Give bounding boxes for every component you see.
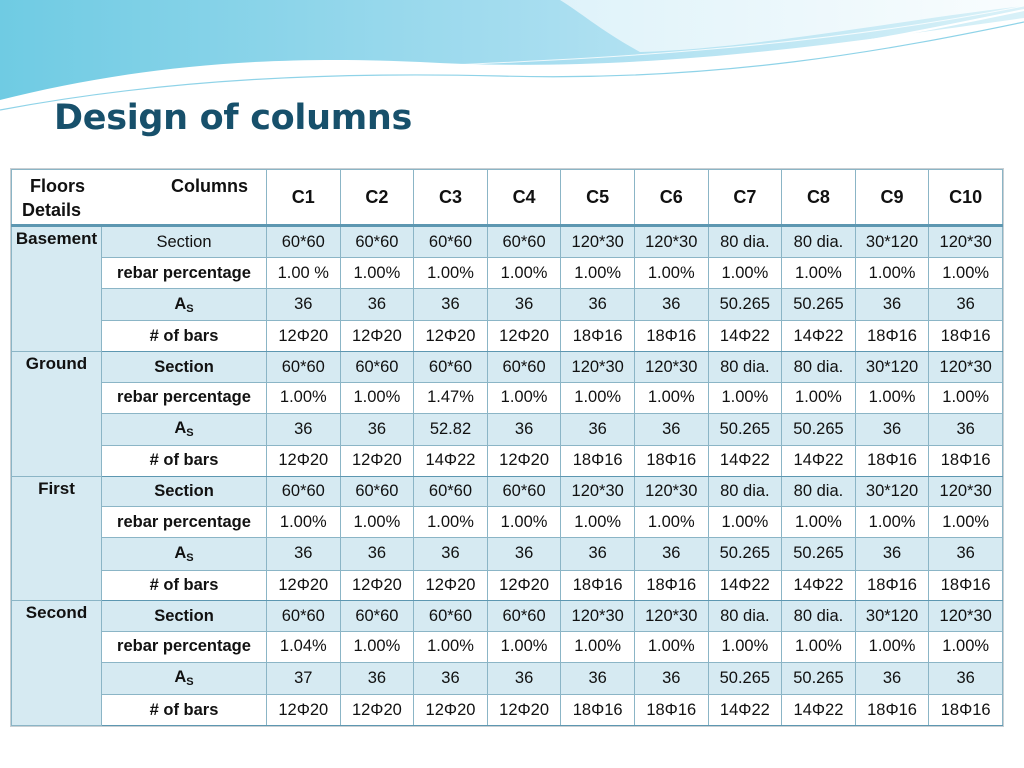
table-cell: 30*120 [855, 476, 929, 507]
table-cell: 36 [561, 662, 635, 694]
detail-label: Section [102, 352, 267, 383]
table-cell: 36 [487, 538, 561, 570]
detail-label: # of bars [102, 321, 267, 352]
table-cell: 1.00% [561, 258, 635, 289]
table-cell: 1.00 % [267, 258, 341, 289]
detail-label: rebar percentage [102, 258, 267, 289]
table-cell: 36 [561, 538, 635, 570]
table-cell: 14Φ22 [782, 570, 856, 601]
table-cell: 14Φ22 [708, 445, 782, 476]
table-row [12, 476, 1003, 507]
detail-label: rebar percentage [102, 382, 267, 413]
table-cell: 120*30 [634, 352, 708, 383]
floor-label: First [12, 476, 102, 601]
detail-label-as: $A_S$ [102, 413, 267, 445]
table-cell: 18Φ16 [929, 570, 1003, 601]
table-cell: 14Φ22 [708, 695, 782, 726]
table-cell: 50.265 [782, 662, 856, 694]
table-cell: 1.00% [634, 258, 708, 289]
table-cell: 12Φ20 [487, 445, 561, 476]
table-cell: 50.265 [782, 538, 856, 570]
table-cell: 1.00% [487, 258, 561, 289]
table-cell: 60*60 [267, 601, 341, 632]
table-cell: 120*30 [929, 226, 1003, 258]
table-cell: 120*30 [929, 601, 1003, 632]
table-cell: 60*60 [267, 352, 341, 383]
table-cell: 30*120 [855, 226, 929, 258]
table-cell: 18Φ16 [561, 695, 635, 726]
table-cell: 36 [340, 289, 414, 321]
table-cell: 12Φ20 [267, 321, 341, 352]
detail-label-as: $A_S$ [102, 662, 267, 694]
header-floors-label: Floors [30, 176, 86, 196]
table-row [12, 662, 1003, 694]
table-cell: 18Φ16 [929, 445, 1003, 476]
table-row [12, 445, 1003, 476]
table-cell: 30*120 [855, 601, 929, 632]
table-cell: 12Φ20 [267, 695, 341, 726]
table-cell: 1.47% [414, 382, 488, 413]
table-row [12, 413, 1003, 445]
floor-label: Basement [12, 226, 102, 352]
table-cell: 12Φ20 [267, 570, 341, 601]
detail-label: Section [102, 476, 267, 507]
table-cell: 60*60 [414, 226, 488, 258]
table-cell: 37 [267, 662, 341, 694]
table-cell: 36 [487, 662, 561, 694]
table-row [12, 226, 1003, 258]
table-cell: 18Φ16 [634, 321, 708, 352]
table-cell: 36 [929, 538, 1003, 570]
table-cell: 12Φ20 [340, 321, 414, 352]
table-cell: 60*60 [267, 476, 341, 507]
detail-label: Section [102, 226, 267, 258]
detail-label: # of bars [102, 695, 267, 726]
header-details-label: Details [22, 200, 82, 220]
table-cell: 36 [855, 538, 929, 570]
slide-title: Design of columns [54, 98, 413, 138]
table-cell: 36 [929, 413, 1003, 445]
table-cell: 1.00% [561, 632, 635, 663]
table-cell: 60*60 [340, 476, 414, 507]
table-cell: 36 [561, 289, 635, 321]
table-cell: 50.265 [708, 538, 782, 570]
table-cell: 18Φ16 [561, 321, 635, 352]
table-cell: 12Φ20 [340, 445, 414, 476]
table-cell: 1.00% [855, 632, 929, 663]
table-row [12, 507, 1003, 538]
table-cell: 14Φ22 [782, 321, 856, 352]
table-row [12, 570, 1003, 601]
table-cell: 1.00% [929, 632, 1003, 663]
table-cell: 36 [855, 289, 929, 321]
column-header: C10 [929, 170, 1003, 226]
detail-label-as: $A_S$ [102, 289, 267, 321]
table-cell: 60*60 [414, 601, 488, 632]
table-cell: 1.00% [782, 258, 856, 289]
detail-label: rebar percentage [102, 507, 267, 538]
table-cell: 1.00% [487, 632, 561, 663]
table-cell: 12Φ20 [414, 695, 488, 726]
table-cell: 12Φ20 [340, 570, 414, 601]
table-cell: 52.82 [414, 413, 488, 445]
table-cell: 36 [855, 413, 929, 445]
table-cell: 14Φ22 [414, 445, 488, 476]
floor-label: Ground [12, 352, 102, 477]
table-row [12, 321, 1003, 352]
table-cell: 1.00% [855, 507, 929, 538]
column-header: C3 [414, 170, 488, 226]
table-cell: 1.00% [708, 382, 782, 413]
table-cell: 80 dia. [782, 601, 856, 632]
table-cell: 60*60 [414, 352, 488, 383]
table-cell: 18Φ16 [561, 445, 635, 476]
table-cell: 120*30 [561, 476, 635, 507]
table-header-row [12, 170, 1003, 226]
table-cell: 50.265 [708, 413, 782, 445]
table-cell: 120*30 [561, 601, 635, 632]
table-cell: 36 [267, 289, 341, 321]
table-cell: 18Φ16 [929, 321, 1003, 352]
table-cell: 60*60 [414, 476, 488, 507]
table-cell: 1.00% [855, 258, 929, 289]
table-row [12, 695, 1003, 726]
table-cell: 50.265 [708, 289, 782, 321]
table-cell: 80 dia. [708, 601, 782, 632]
table-cell: 18Φ16 [929, 695, 1003, 726]
table-row [12, 258, 1003, 289]
table-cell: 36 [634, 413, 708, 445]
table-cell: 36 [855, 662, 929, 694]
column-design-table [10, 168, 1004, 727]
table-cell: 14Φ22 [708, 321, 782, 352]
table-cell: 36 [340, 538, 414, 570]
table-cell: 120*30 [634, 476, 708, 507]
column-header: C4 [487, 170, 561, 226]
table-cell: 18Φ16 [855, 695, 929, 726]
column-header: C1 [267, 170, 341, 226]
table-cell: 1.00% [414, 632, 488, 663]
table-cell: 1.00% [561, 382, 635, 413]
table-cell: 1.00% [855, 382, 929, 413]
table-cell: 60*60 [340, 352, 414, 383]
table-cell: 1.00% [782, 382, 856, 413]
table-cell: 1.00% [708, 632, 782, 663]
table-row [12, 538, 1003, 570]
table-cell: 36 [487, 289, 561, 321]
table-cell: 36 [267, 413, 341, 445]
table-cell: 18Φ16 [855, 570, 929, 601]
table-cell: 1.00% [634, 632, 708, 663]
table-cell: 1.00% [634, 507, 708, 538]
table-cell: 1.00% [487, 507, 561, 538]
header-columns-label: Columns [170, 176, 248, 196]
table-cell: 1.00% [929, 507, 1003, 538]
table-cell: 1.00% [708, 507, 782, 538]
table-row [12, 289, 1003, 321]
table-cell: 18Φ16 [634, 445, 708, 476]
detail-label: rebar percentage [102, 632, 267, 663]
table-cell: 12Φ20 [267, 445, 341, 476]
table-cell: 1.00% [267, 507, 341, 538]
detail-label: # of bars [102, 570, 267, 601]
table-cell: 1.00% [708, 258, 782, 289]
header-corner-cell [12, 170, 267, 226]
detail-label: # of bars [102, 445, 267, 476]
table-cell: 18Φ16 [855, 445, 929, 476]
table-cell: 36 [929, 289, 1003, 321]
table-cell: 1.00% [340, 632, 414, 663]
table-cell: 36 [487, 413, 561, 445]
table-cell: 14Φ22 [782, 695, 856, 726]
table-cell: 1.00% [340, 258, 414, 289]
table-cell: 60*60 [487, 476, 561, 507]
table-cell: 1.00% [267, 382, 341, 413]
table-cell: 36 [267, 538, 341, 570]
table-cell: 1.00% [414, 507, 488, 538]
table-cell: 60*60 [487, 352, 561, 383]
table-cell: 80 dia. [708, 476, 782, 507]
table-cell: 36 [929, 662, 1003, 694]
table-cell: 1.00% [340, 507, 414, 538]
table-row [12, 601, 1003, 632]
table-cell: 36 [414, 538, 488, 570]
floor-label: Second [12, 601, 102, 726]
table-cell: 36 [340, 413, 414, 445]
table-body [12, 226, 1003, 726]
table-cell: 60*60 [487, 226, 561, 258]
table-cell: 1.00% [929, 258, 1003, 289]
table-cell: 30*120 [855, 352, 929, 383]
table-cell: 60*60 [340, 226, 414, 258]
table-cell: 1.00% [929, 382, 1003, 413]
column-header: C8 [782, 170, 856, 226]
table-cell: 80 dia. [708, 352, 782, 383]
table-cell: 12Φ20 [414, 570, 488, 601]
table-cell: 80 dia. [708, 226, 782, 258]
column-header: C5 [561, 170, 635, 226]
column-header: C2 [340, 170, 414, 226]
detail-label: Section [102, 601, 267, 632]
table-cell: 1.00% [634, 382, 708, 413]
table-cell: 18Φ16 [855, 321, 929, 352]
column-header: C7 [708, 170, 782, 226]
table-cell: 1.00% [487, 382, 561, 413]
table-cell: 18Φ16 [634, 570, 708, 601]
table-cell: 12Φ20 [340, 695, 414, 726]
table-cell: 12Φ20 [487, 695, 561, 726]
column-header: C6 [634, 170, 708, 226]
table-cell: 36 [414, 289, 488, 321]
table-cell: 36 [634, 289, 708, 321]
table-cell: 120*30 [929, 476, 1003, 507]
table-cell: 36 [634, 538, 708, 570]
table-cell: 80 dia. [782, 476, 856, 507]
table-cell: 36 [340, 662, 414, 694]
column-header: C9 [855, 170, 929, 226]
table-cell: 12Φ20 [487, 321, 561, 352]
table-cell: 60*60 [340, 601, 414, 632]
table-cell: 80 dia. [782, 226, 856, 258]
table-row [12, 352, 1003, 383]
table-row [12, 382, 1003, 413]
table-cell: 36 [634, 662, 708, 694]
table-cell: 12Φ20 [487, 570, 561, 601]
table-cell: 18Φ16 [561, 570, 635, 601]
table-cell: 120*30 [634, 601, 708, 632]
table-cell: 36 [414, 662, 488, 694]
table-cell: 120*30 [561, 352, 635, 383]
table-cell: 120*30 [929, 352, 1003, 383]
table-cell: 14Φ22 [708, 570, 782, 601]
table-cell: 12Φ20 [414, 321, 488, 352]
table-cell: 120*30 [561, 226, 635, 258]
table-cell: 1.00% [782, 632, 856, 663]
table-row [12, 632, 1003, 663]
table-cell: 80 dia. [782, 352, 856, 383]
table-cell: 1.04% [267, 632, 341, 663]
table-cell: 1.00% [340, 382, 414, 413]
table-cell: 50.265 [708, 662, 782, 694]
table-cell: 60*60 [487, 601, 561, 632]
table-cell: 1.00% [782, 507, 856, 538]
table-cell: 60*60 [267, 226, 341, 258]
table-cell: 14Φ22 [782, 445, 856, 476]
table-cell: 120*30 [634, 226, 708, 258]
detail-label-as: $A_S$ [102, 538, 267, 570]
table-cell: 50.265 [782, 289, 856, 321]
table-cell: 18Φ16 [634, 695, 708, 726]
table-cell: 1.00% [561, 507, 635, 538]
table-cell: 1.00% [414, 258, 488, 289]
table-cell: 50.265 [782, 413, 856, 445]
table-cell: 36 [561, 413, 635, 445]
